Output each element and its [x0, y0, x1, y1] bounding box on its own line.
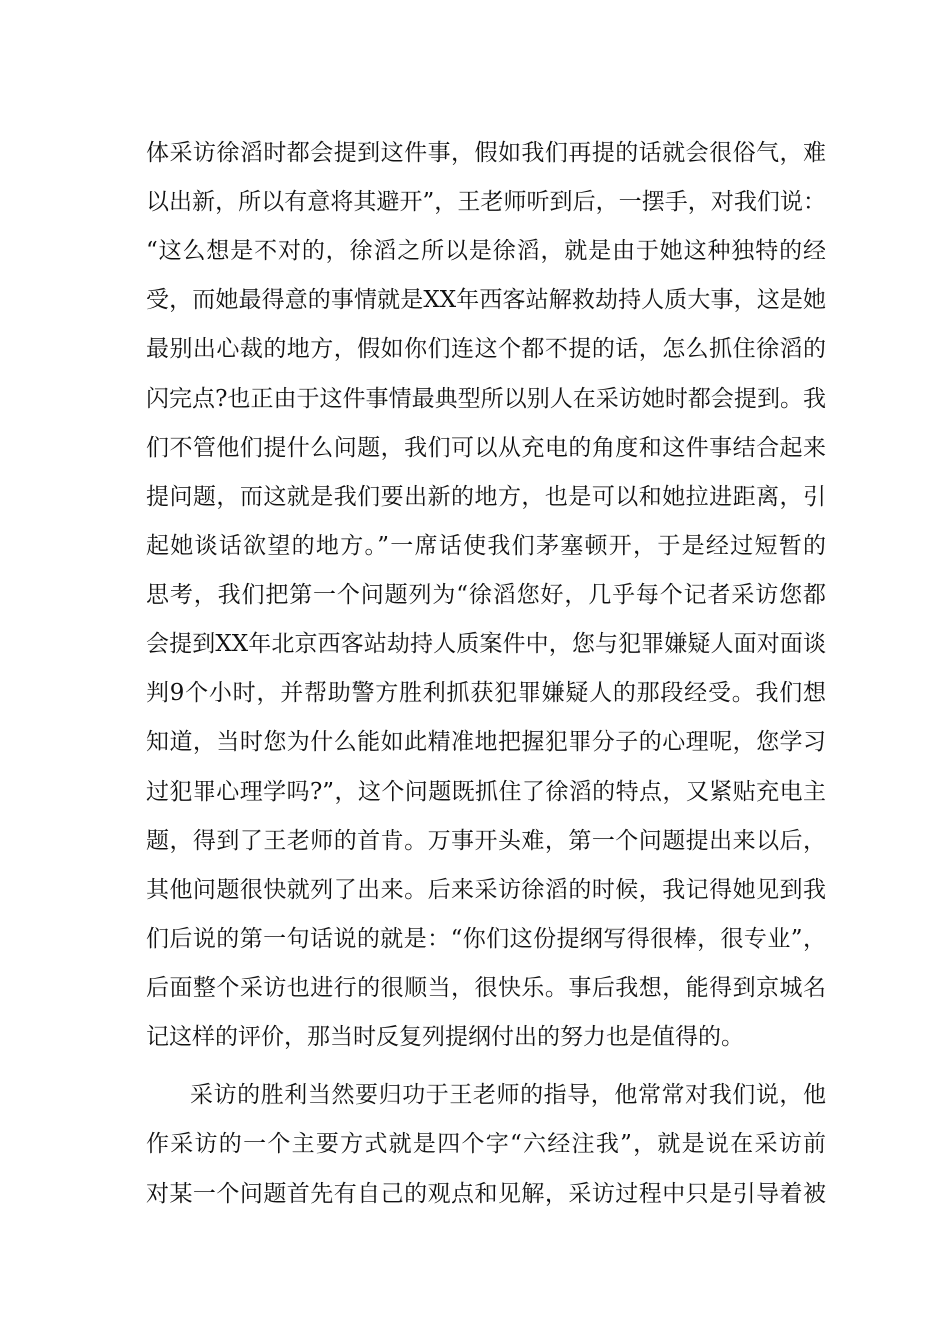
- text-line: 其他问题很快就列了出来。后来采访徐滔的时候，我记得她见到我: [146, 877, 826, 903]
- text-line: 记这样的评价，那当时反复列提纲付出的努力也是值得的。: [146, 1024, 744, 1050]
- text-line: 闪完点?也正由于这件事情最典型所以别人在采访她时都会提到。我: [146, 386, 826, 412]
- text-line: 判9个小时，并帮助警方胜利抓获犯罪嫌疑人的那段经受。我们想: [146, 680, 826, 706]
- text-line: 对某一个问题首先有自己的观点和见解，采访过程中只是引导着被: [146, 1181, 826, 1207]
- text-line: 会提到XX年北京西客站劫持人质案件中，您与犯罪嫌疑人面对面谈: [146, 631, 826, 657]
- text-line: 知道，当时您为什么能如此精准地把握犯罪分子的心理呢，您学习: [146, 729, 826, 755]
- text-line: “这么想是不对的，徐滔之所以是徐滔，就是由于她这种独特的经: [146, 238, 826, 264]
- text-line: 后面整个采访也进行的很顺当，很快乐。事后我想，能得到京城名: [146, 975, 826, 1001]
- text-line: 们不管他们提什么问题，我们可以从充电的角度和这件事结合起来: [146, 435, 826, 461]
- text-line: 最别出心裁的地方，假如你们连这个都不提的话，怎么抓住徐滔的: [146, 336, 826, 362]
- text-line: 采访的胜利当然要归功于王老师的指导，他常常对我们说，他: [190, 1082, 826, 1108]
- text-line: 以出新，所以有意将其避开”，王老师听到后，一摆手，对我们说：: [146, 189, 826, 215]
- text-line: 受，而她最得意的事情就是XX年西客站解救劫持人质大事，这是她: [146, 287, 826, 313]
- text-line: 思考，我们把第一个问题列为“徐滔您好，几乎每个记者采访您都: [146, 582, 826, 608]
- text-line: 们后说的第一句话说的就是：“你们这份提纲写得很棒，很专业”，: [146, 926, 826, 952]
- text-line: 体采访徐滔时都会提到这件事，假如我们再提的话就会很俗气，难: [146, 140, 826, 166]
- text-line: 题，得到了王老师的首肯。万事开头难，第一个问题提出来以后，: [146, 828, 826, 854]
- text-line: 提问题，而这就是我们要出新的地方，也是可以和她拉进距离，引: [146, 484, 826, 510]
- text-line: 起她谈话欲望的地方。”一席话使我们茅塞顿开，于是经过短暂的: [146, 533, 826, 559]
- text-line: 过犯罪心理学吗?”，这个问题既抓住了徐滔的特点，又紧贴充电主: [146, 779, 826, 805]
- text-line: 作采访的一个主要方式就是四个字“六经注我”，就是说在采访前: [146, 1131, 826, 1157]
